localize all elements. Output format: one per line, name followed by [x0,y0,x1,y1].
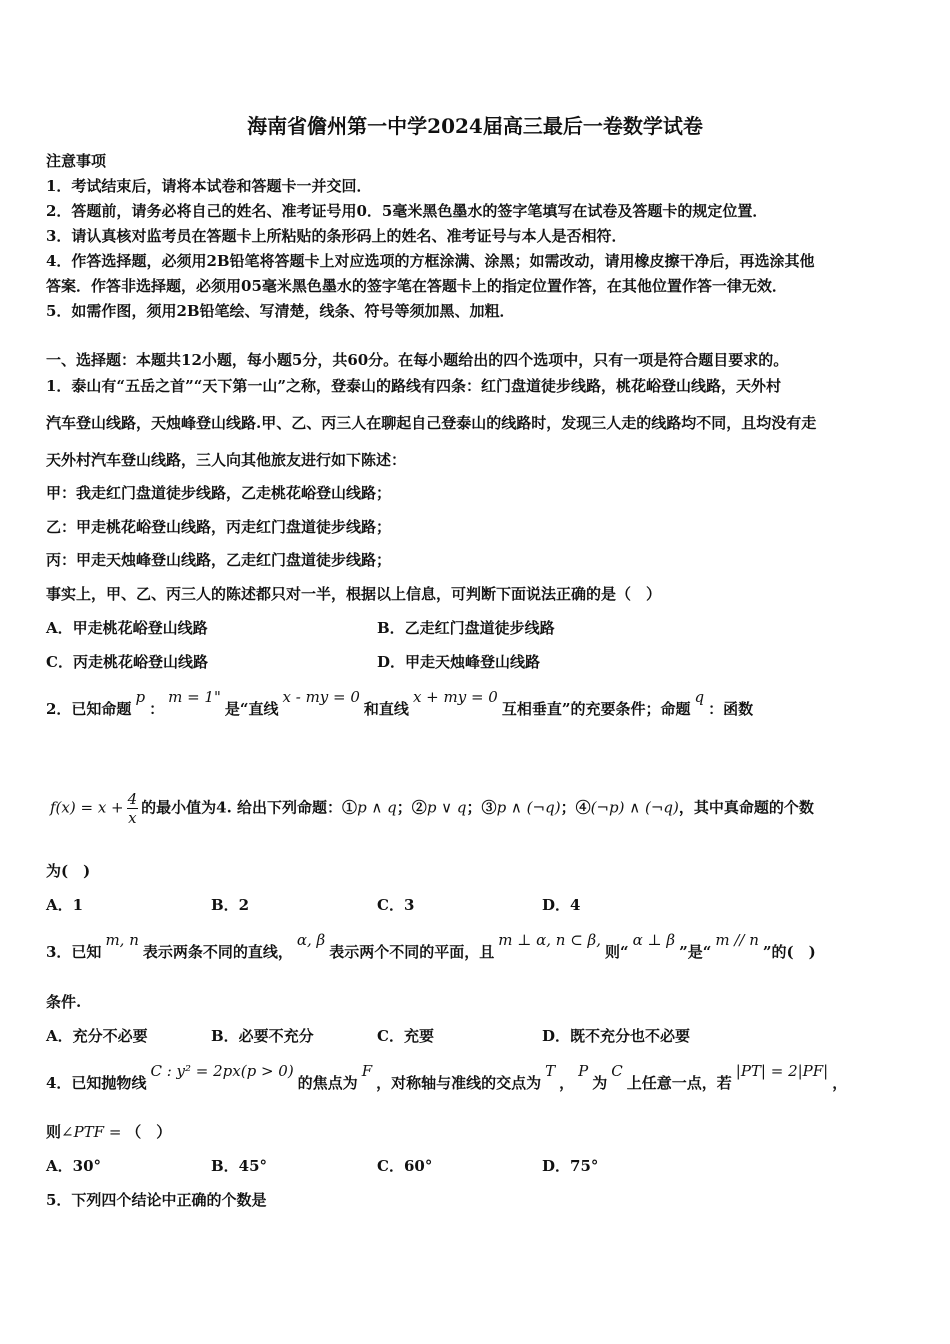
q4-line-1 [46,1062,848,1093]
q4-text-6: 上任意一点，若 [626,1074,732,1092]
q3-line-1 [46,931,816,962]
q2-text-4: 互相垂直”的充要条件；命题 [501,700,691,718]
q3-text-1: 3．已知 [46,943,102,961]
q4-text-7: ， [832,1074,848,1092]
q2-text-3: 和直线 [363,700,409,718]
q2-claim-3: p ∧ (¬q) [496,798,561,817]
q2-sep-2: ；③ [466,798,497,817]
q4-option-a[interactable]: A．30° [46,1157,102,1175]
q2-q: q [694,688,705,706]
q1-line-3: 天外村汽车登山线路，三人向其他旅友进行如下陈述： [46,451,407,469]
q2-claim-4: (¬p) ∧ (¬q) [590,798,679,817]
q4-text-3: ，对称轴与准线的交点为 [376,1074,542,1092]
q2-text-5: ：函数 [708,700,754,718]
q3-lines: m, n [105,931,139,949]
q1-option-d[interactable]: D．甲走天烛峰登山线路 [377,653,541,671]
exam-title: 海南省儋州第一中学2024届高三最后一卷数学试卷 [247,114,703,138]
q2-text-6: 的最小值为4. 给出下列命题：① [141,798,358,817]
q3-text-5: ”是“ [679,943,712,961]
q2-claim-1: p ∧ q [357,798,397,817]
q4-relation: |PT| = 2|PF| [735,1062,829,1080]
q2-text-2: 是“直线 [224,700,279,718]
q2-text-1: 2．已知命题 [46,700,132,718]
q3-option-c[interactable]: C．充要 [377,1027,434,1045]
q1-line-6: 丙：甲走天烛峰登山线路，乙走红门盘道徒步线路； [46,551,392,569]
q4-equation: C : y² = 2px(p > 0) [150,1062,294,1080]
q3-text-6: ”的( ) [762,943,816,961]
q3-text-3: 表示两个不同的平面，且 [329,943,495,961]
q2-option-c[interactable]: C．3 [377,896,415,914]
q3-text-2: 表示两条不同的直线， [142,943,293,961]
q2-function: f(x) = x + [50,798,124,817]
q2-line-2 [50,790,814,827]
q2-claim-2: p ∨ q [426,798,467,817]
q2-condition: m = 1" [168,688,221,706]
q1-line-4: 甲：我走红门盘道徒步线路，乙走桃花峪登山线路； [46,484,392,502]
q3-perp: α ⊥ β [632,931,676,949]
section-heading: 一、选择题：本题共12小题，每小题5分，共60分。在每小题给出的四个选项中，只有一项是符合题目要求的。 [46,351,789,369]
q1-option-b[interactable]: B．乙走红门盘道徒步线路 [377,619,555,637]
q4-curve-c: C [611,1062,623,1080]
q1-option-a[interactable]: A．甲走桃花峪登山线路 [46,619,208,637]
q4-text-4: ， [559,1074,575,1092]
notice-item-2: 2．答题前，请务必将自己的姓名、准考证号用0．5毫米黑色墨水的签字笔填写在试卷及答题卡的规定位置． [46,202,768,220]
notice-item-4: 4．作答选择题，必须用2B铅笔将答题卡上对应选项的方框涂满、涂黑；如需改动，请用橡皮擦干净后，再选涂其他 [46,252,815,270]
q3-option-d[interactable]: D．既不充分也不必要 [542,1027,691,1045]
q4-line-2 [46,1122,171,1142]
q4-option-d[interactable]: D．75° [542,1157,599,1175]
q2-option-b[interactable]: B．2 [211,896,250,914]
q3-condition: m ⊥ α, n ⊂ β, [498,931,601,949]
q3-text-4: 则“ [604,943,629,961]
notice-item-4-cont: 答案．作答非选择题，必须用05毫米黑色墨水的签字笔在答题卡上的指定位置作答，在其他位置作答一律无效． [46,277,787,295]
q5-line-1: 5．下列四个结论中正确的个数是 [46,1191,267,1209]
q2-sep-3: ；④ [560,798,591,817]
q2-fraction-num: 4 [127,790,138,808]
q4-option-c[interactable]: C．60° [377,1157,433,1175]
q4-text-9: （ ） [126,1123,172,1141]
q1-option-c[interactable]: C．丙走桃花峪登山线路 [46,653,208,671]
q2-line-3: 为( ) [46,862,91,880]
q4-text-8: 则 [46,1123,62,1141]
q2-sep-1: ；② [396,798,427,817]
q1-line-7: 事实上，甲、乙、丙三人的陈述都只对一半，根据以上信息，可判断下面说法正确的是（ ） [46,585,662,603]
notice-item-3: 3．请认真核对监考员在答题卡上所粘贴的条形码上的姓名、准考证号与本人是否相符． [46,227,627,245]
q4-point-t: T [545,1062,556,1080]
q3-planes: α, β [296,931,326,949]
q2-option-a[interactable]: A．1 [46,896,84,914]
q2-p: p [135,688,146,706]
q4-focus: F [361,1062,373,1080]
q2-fraction [127,790,139,827]
q4-point-p: P [578,1062,589,1080]
notice-item-5: 5．如需作图，须用2B铅笔绘、写清楚，线条、符号等须加黑、加粗． [46,302,515,320]
q2-fraction-den: x [128,809,137,827]
q1-line-1: 1．泰山有“五岳之首”“天下第一山”之称，登泰山的路线有四条：红门盘道徒步线路，桃花峪登山线路，天外村 [46,377,781,395]
q4-text-1: 4．已知抛物线 [46,1074,147,1092]
q2-colon: ： [149,700,165,718]
q4-text-5: 为 [592,1074,608,1092]
notice-heading: 注意事项 [46,152,107,170]
q3-parallel: m // n [715,931,759,949]
q2-option-d[interactable]: D．4 [542,896,581,914]
q2-line-eq-1: x - my = 0 [282,688,360,706]
q3-option-a[interactable]: A．充分不必要 [46,1027,148,1045]
q3-line-2: 条件. [46,993,82,1011]
q4-text-2: 的焦点为 [297,1074,358,1092]
q2-line-eq-2: x + my = 0 [412,688,498,706]
q2-line-1 [46,688,754,719]
q4-angle: ∠PTF = [61,1123,127,1141]
q4-option-b[interactable]: B．45° [211,1157,268,1175]
q2-text-7: ，其中真命题的个数 [678,798,814,817]
q3-option-b[interactable]: B．必要不充分 [211,1027,314,1045]
q1-line-5: 乙：甲走桃花峪登山线路，丙走红门盘道徒步线路； [46,518,392,536]
q1-line-2: 汽车登山线路，天烛峰登山线路.甲、乙、丙三人在聊起自己登泰山的线路时，发现三人走的线路均不同，且均没有走 [46,414,817,432]
notice-item-1: 1．考试结束后，请将本试卷和答题卡一并交回． [46,177,372,195]
